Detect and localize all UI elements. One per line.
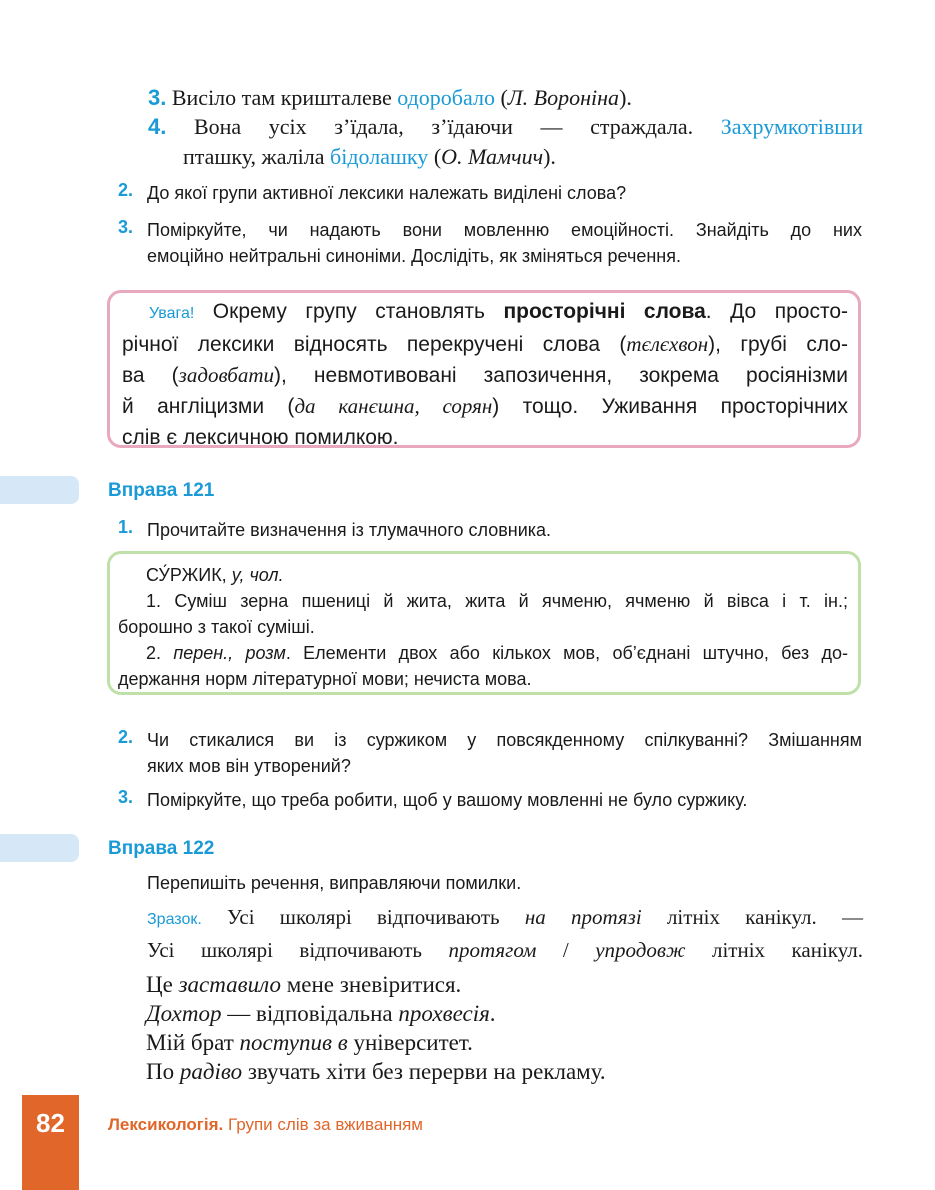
question-number: 3. <box>118 787 134 807</box>
error-word: заставило <box>178 972 281 997</box>
sentence-text: університет. <box>347 1030 473 1055</box>
correct-phrase: протягом <box>448 938 537 962</box>
question-number: 3. <box>118 217 134 237</box>
exercise-tab-marker <box>0 834 79 862</box>
question-line: емоційно нейтральні синоніми. Дослідіть, як зміняться речення. <box>147 246 681 266</box>
sentence-text: ). <box>619 85 632 110</box>
sentence-text: . <box>489 1001 496 1026</box>
attention-line: ), невмотивовані запозичення, зокрема росіянізми <box>274 364 848 387</box>
exercise-sentence <box>146 970 461 1000</box>
exercise-121-heading: Вправа 121 <box>108 480 215 501</box>
error-word: радіво <box>179 1059 243 1084</box>
question-text: До якої групи активної лексики належать виділені слова? <box>147 183 627 203</box>
example-word: задовбати <box>178 363 275 387</box>
error-word: прохвесія <box>398 1001 490 1026</box>
sentence-text: Висіло там кришталеве <box>171 85 398 110</box>
sentence-3 <box>148 83 632 113</box>
section-title: Лексикологія. <box>108 1115 224 1134</box>
correct-phrase: упродовж <box>595 938 686 962</box>
question-text <box>147 727 862 779</box>
exercise-sentence <box>146 999 496 1029</box>
sample-text: літніх канікул. — <box>641 905 863 929</box>
definition-line: держання норм літературної мови; нечиста мова. <box>118 669 532 689</box>
attention-line: слів є лексичною помилкою. <box>122 426 399 449</box>
topic-title: Групи слів за вживанням <box>223 1115 423 1134</box>
author: Л. Вороніна <box>507 85 620 110</box>
sentence-text: ( <box>428 144 442 169</box>
error-phrase: на протязі <box>524 905 642 929</box>
attention-line: ) тощо. Уживання просторічних <box>492 395 848 418</box>
sentence-text: По <box>146 1059 180 1084</box>
example-word: тєлєхвон <box>626 332 709 356</box>
author: О. Мамчич <box>441 144 544 169</box>
exercise-tab-marker <box>0 476 79 504</box>
attention-line: й англіцизми ( <box>122 395 295 418</box>
question-text: Поміркуйте, що треба робити, щоб у вашому мовленні не було суржику. <box>147 790 748 810</box>
definition-line: 1. Суміш зерна пшениці й жита, жита й ячменю, ячменю й вівса і т. ін.; <box>146 591 848 611</box>
question-number: 2. <box>118 727 134 747</box>
highlighted-word: бідолашку <box>330 144 429 169</box>
separator: / <box>536 938 596 962</box>
attention-line: . До просто- <box>705 300 848 323</box>
question-line: Чи стикалися ви із суржиком у повсякденному спілкуванні? Змішанням <box>147 730 862 750</box>
key-term: просторічні слова <box>503 300 706 323</box>
example-word: да канєшна, сорян <box>294 394 493 418</box>
question-line: Поміркуйте, чи надають вони мовленню емоційності. Знайдіть до них <box>147 220 862 240</box>
sample-text: літніх канікул. <box>685 938 864 962</box>
sentence-text: Мій брат <box>146 1030 240 1055</box>
sentence-text: Це <box>146 972 179 997</box>
question-text <box>147 217 862 269</box>
attention-line: Окрему групу становлять <box>212 300 504 323</box>
sentence-text: пташку, жаліла <box>183 144 331 169</box>
sample-text: Усі школярі відпочивають <box>201 905 525 929</box>
definition-line: борошно з такої суміші. <box>118 617 315 637</box>
sample-text: Усі школярі відпочивають <box>147 938 449 962</box>
attention-label: Увага! <box>149 305 195 322</box>
attention-line: ), грубі сло- <box>708 333 848 356</box>
sentence-4 <box>148 112 863 172</box>
headword: СУ́РЖИК, <box>146 565 227 585</box>
question-number: 2. <box>118 180 134 200</box>
attention-line: ва ( <box>122 364 179 387</box>
sample-block <box>147 902 863 965</box>
sentence-text: ). <box>543 144 556 169</box>
page-number: 82 <box>36 1108 65 1138</box>
error-word: Дохтор <box>146 1001 222 1026</box>
attention-text <box>122 296 848 453</box>
question-line: яких мов він утворений? <box>147 756 351 776</box>
dictionary-entry <box>118 562 848 692</box>
exercise-sentence <box>146 1057 606 1087</box>
question-text: Прочитайте визначення із тлумачного словника. <box>147 520 552 540</box>
sentence-text: ( <box>494 85 508 110</box>
sentence-number: 3. <box>148 85 167 110</box>
error-word: поступив в <box>239 1030 348 1055</box>
sample-label: Зразок. <box>147 911 202 928</box>
sentence-text: Вона усіх з’їдала, з’їдаючи — страждала. <box>193 114 721 139</box>
running-footer <box>108 1115 423 1135</box>
usage-note: перен., розм <box>173 643 286 663</box>
highlighted-word: одоробало <box>397 85 495 110</box>
sentence-number: 4. <box>148 114 167 139</box>
sentence-text: звучать хіти без перерви на рекламу. <box>242 1059 606 1084</box>
task-text: Перепишіть речення, виправляючи помилки. <box>147 873 522 893</box>
exercise-122-heading: Вправа 122 <box>108 838 215 859</box>
question-number: 1. <box>118 517 134 537</box>
grammar-note: у, чол. <box>226 565 284 585</box>
attention-line: річної лексики відносять перекручені слова ( <box>122 333 627 356</box>
sentence-text: мене зневіритися. <box>280 972 462 997</box>
exercise-sentence <box>146 1028 473 1058</box>
definition-line: . Елементи двох або кількох мов, об’єднані штучно, без до- <box>285 643 848 663</box>
highlighted-word: Захрумкотівши <box>720 114 863 139</box>
definition-number: 2. <box>146 643 174 663</box>
sentence-text: — відповідальна <box>221 1001 399 1026</box>
